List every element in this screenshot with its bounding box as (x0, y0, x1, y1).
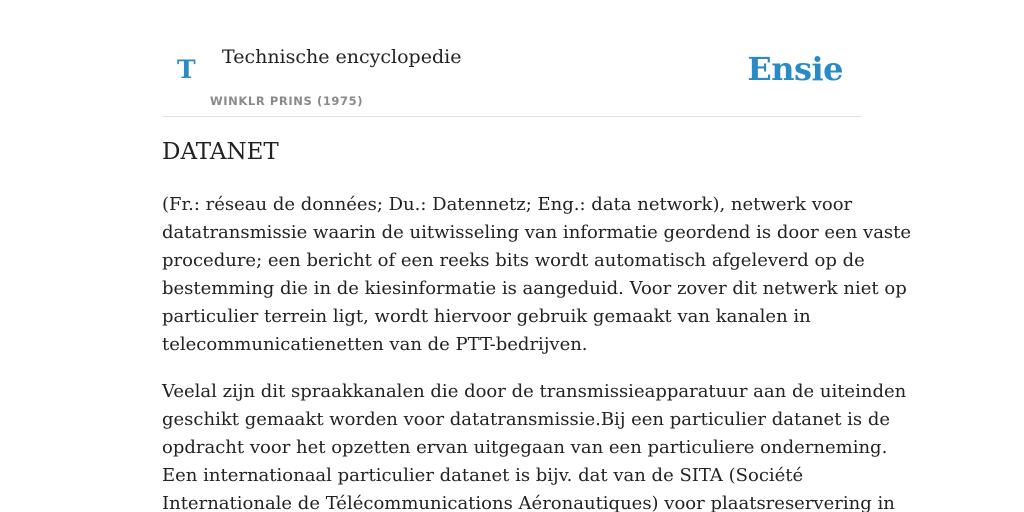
publication-title[interactable]: Technische encyclopedie (222, 46, 462, 68)
ensie-logo-link[interactable]: Ensie (747, 50, 843, 88)
paragraph-line: Internationale de Télécommunications Aéronautiques) voor plaatsreservering in (162, 493, 895, 512)
paragraph (162, 378, 907, 512)
paragraph (162, 191, 912, 359)
paragraph-line: opdracht voor het opzetten ervan uitgegaan van een particuliere onderneming. (162, 437, 888, 458)
paragraph-line: Een internationaal particulier datanet is bijv. dat van de SITA (Société (162, 465, 804, 486)
entry-title: DATANET (162, 139, 279, 165)
paragraph-line: geschikt gemaakt worden voor datatransmissie.Bij een particulier datanet is de (162, 409, 891, 430)
publication-logo[interactable]: T (177, 55, 196, 84)
paragraph-line: procedure; een bericht of een reeks bits wordt automatisch afgeleverd op de (162, 250, 865, 271)
publication-source: WINKLR PRINS (1975) (210, 94, 364, 108)
paragraph-line: particulier terrein ligt, wordt hiervoor gebruik gemaakt van kanalen in (162, 306, 811, 327)
entry-body (162, 191, 912, 512)
paragraph-line: (Fr.: réseau de données; Du.: Datennetz; Eng.: data network), netwerk voor (162, 194, 853, 215)
header (162, 0, 862, 117)
paragraph-line: telecommunicatienetten van de PTT-bedrijven. (162, 334, 588, 355)
paragraph-line: bestemming die in de kiesinformatie is aangeduid. Voor zover dit netwerk niet op (162, 278, 907, 299)
paragraph-line: datatransmissie waarin de uitwisseling van informatie geordend is door een vaste (162, 222, 912, 243)
article-page (162, 0, 912, 512)
paragraph-line: Veelal zijn dit spraakkanalen die door de transmissieapparatuur aan de uiteinden (162, 381, 907, 402)
